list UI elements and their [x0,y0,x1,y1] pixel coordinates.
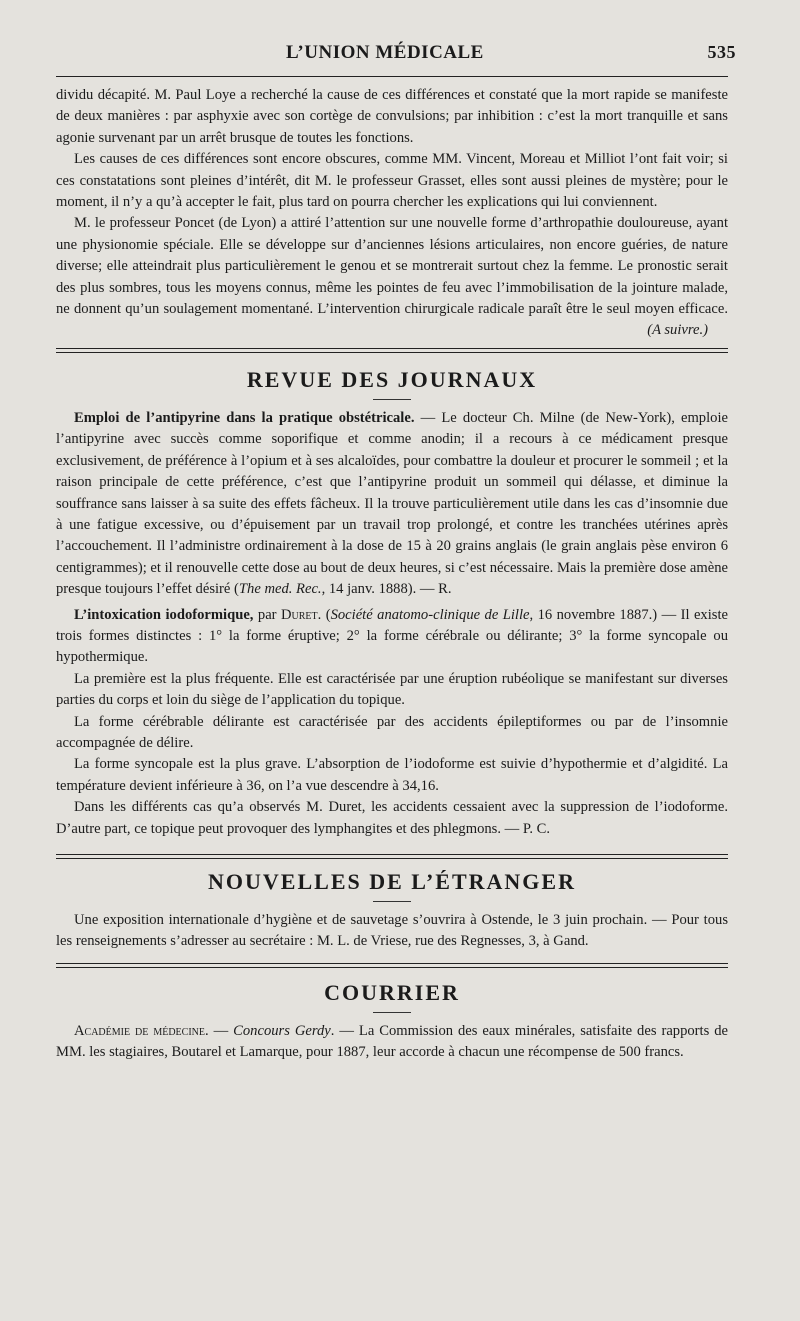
revue-article-iodoforme [56,605,728,840]
etranger-heading: NOUVELLES DE L’ÉTRANGER [208,869,576,894]
revue-heading: REVUE DES JOURNAUX [246,366,538,392]
article-author: Duret [280,606,318,623]
paragraph: La forme syncopale est la plus grave. L’absorption de l’iodoforme est suivie d’hypothermie et d’algidité. La température devient inférieure à 36, on l’a vue descendre à 34,16. [56,756,728,794]
courrier-body: . — La Commission des eaux minérales, satisfaite des rapports de MM. les stagiaires, Boutarel et Lamarque, pour 1887, leur accorde à chacun une récompense de 500 francs. [56,1022,729,1061]
courrier-heading: COURRIER [324,979,460,1005]
author-prefix: par [253,606,281,623]
section-divider [56,348,728,353]
paragraph: dividu décapité. M. Paul Loye a recherché la cause de ces différences et constaté que la mort rapide se manifeste de deux manières : par asphyxie avec son cortège de convulsions; par inhibition : c’est la mort tranquille et sans agonie survenant par un arrêt brusque de toutes les fonctions. [56,87,728,146]
page-number: 535 [707,42,736,62]
paragraph: Dans les différents cas qu’a observés M. Duret, les accidents cessaient avec la suppression de l’iodoforme. D’autre part, ce topique peut provoquer des lymphangites et des phlegmons. — P. C. [56,799,728,837]
paragraph: La première est la plus fréquente. Elle est caractérisée par une éruption rubéolique se manifestant sur diverses parties du corps et loin du siège de l’application du topique. [56,670,728,709]
paragraph-text: M. le professeur Poncet (de Lyon) a attiré l’attention sur une nouvelle forme d’arthropathie douloureuse, ayant une physionomie spéciale. Elle se développe sur d’anciennes lésions articulaires, non encore guéries, de nature diverse; elle atteindrait plus particulièrement le genou et se montrerait surtout chez la femme. Le pronostic serait des plus sombres, tous les moyens connus, même les pointes de feu avec l’immobilisation de la jointure malade, ne donnent qu’un soulagement momentané. L’intervention chirurgicale radicale paraît être le seul moyen efficace. [56,215,728,318]
heading-underline [373,399,411,400]
running-head [56,42,736,64]
courrier-subject: Concours Gerdy [233,1022,331,1039]
article-intro: , 16 novembre 1887.) — Il existe trois formes distinctes : 1° la forme éruptive; 2° la forme cérébrale ou délirante; 3° la forme syncopale ou hypothermique. [56,606,728,666]
suite-note: (A suivre.) [647,322,708,339]
header-rule [56,76,728,77]
continued-article [56,85,728,342]
article-source: The med. Rec. [238,581,322,598]
journal-title: L’UNION MÉDICALE [286,42,484,63]
article-source: Société anatomo-clinique de Lille [330,606,530,623]
revue-article-antipyrine [56,408,728,601]
heading-underline [373,1012,411,1013]
article-paragraph [56,605,728,669]
etranger-paragraph: Une exposition internationale d’hygiène et de sauvetage s’ouvrira à Ostende, le 3 juin prochain. — Pour tous les renseignements s’adresser au secrétaire : M. L. de Vriese, rue des Regnesses, 3, à Gand. [56,912,728,950]
article-tail: , 14 janv. 1888). — R. [321,581,452,598]
section-divider [56,854,728,859]
paragraph [56,213,728,320]
paragraph: Les causes de ces différences sont encore obscures, comme MM. Vincent, Moreau et Milliot l’ont fait voir; si ces constatations sont pleines d’intérêt, dit M. le professeur Grasset, elles sont aussi pleines de mystère; pour le moment, il n’y a qu’à accepter le fait, plus tard on pourra chercher les explications qui lui conviennent. [56,151,728,211]
paragraph: La forme cérébrable délirante est caractérisée par des accidents épileptiformes ou par de l’insomnie accompagnée de délire. [56,713,728,751]
suite-line [56,320,728,341]
source-prefix: . ( [317,606,331,623]
article-title: L’intoxication iodoformique, [74,606,254,623]
article-paragraph [56,408,728,601]
courrier-paragraph [56,1021,728,1064]
article-body: — Le docteur Ch. Milne (de New-York), emploie l’antipyrine avec succès comme soporifique et comme anodin; il a recours à ce médicament presque exclusivement, de préférence à l’opium et à ses alcaloïdes, pour combattre la douleur et procurer le sommeil ; et la raison principale de cette préférence, c’est que l’antipyrine produit un sommeil qui délasse, et diminue la souffrance sans laisser à sa suite des effets fâcheux. Il la trouve particulièrement utile dans les cas d’insomnie due à une fatigue excessive, ou d’épuisement par un travail trop prolongé, et contre les tranchées utérines après l’accouchement. Il l’administre ordinairement à la dose de 15 à 20 grains anglais (le grain anglais pèse environ 6 centigrammes); et il renouvelle cette dose au bout de deux heures, si c’est nécessaire. Mais la première dose amène presque toujours l’effet désiré ( [56,409,728,598]
section-divider [56,963,728,968]
heading-underline [373,901,411,902]
dash: — [208,1022,234,1039]
courrier-lead: Académie de médecine. [74,1022,209,1039]
article-title: Emploi de l’antipyrine dans la pratique obstétricale. [74,409,415,426]
